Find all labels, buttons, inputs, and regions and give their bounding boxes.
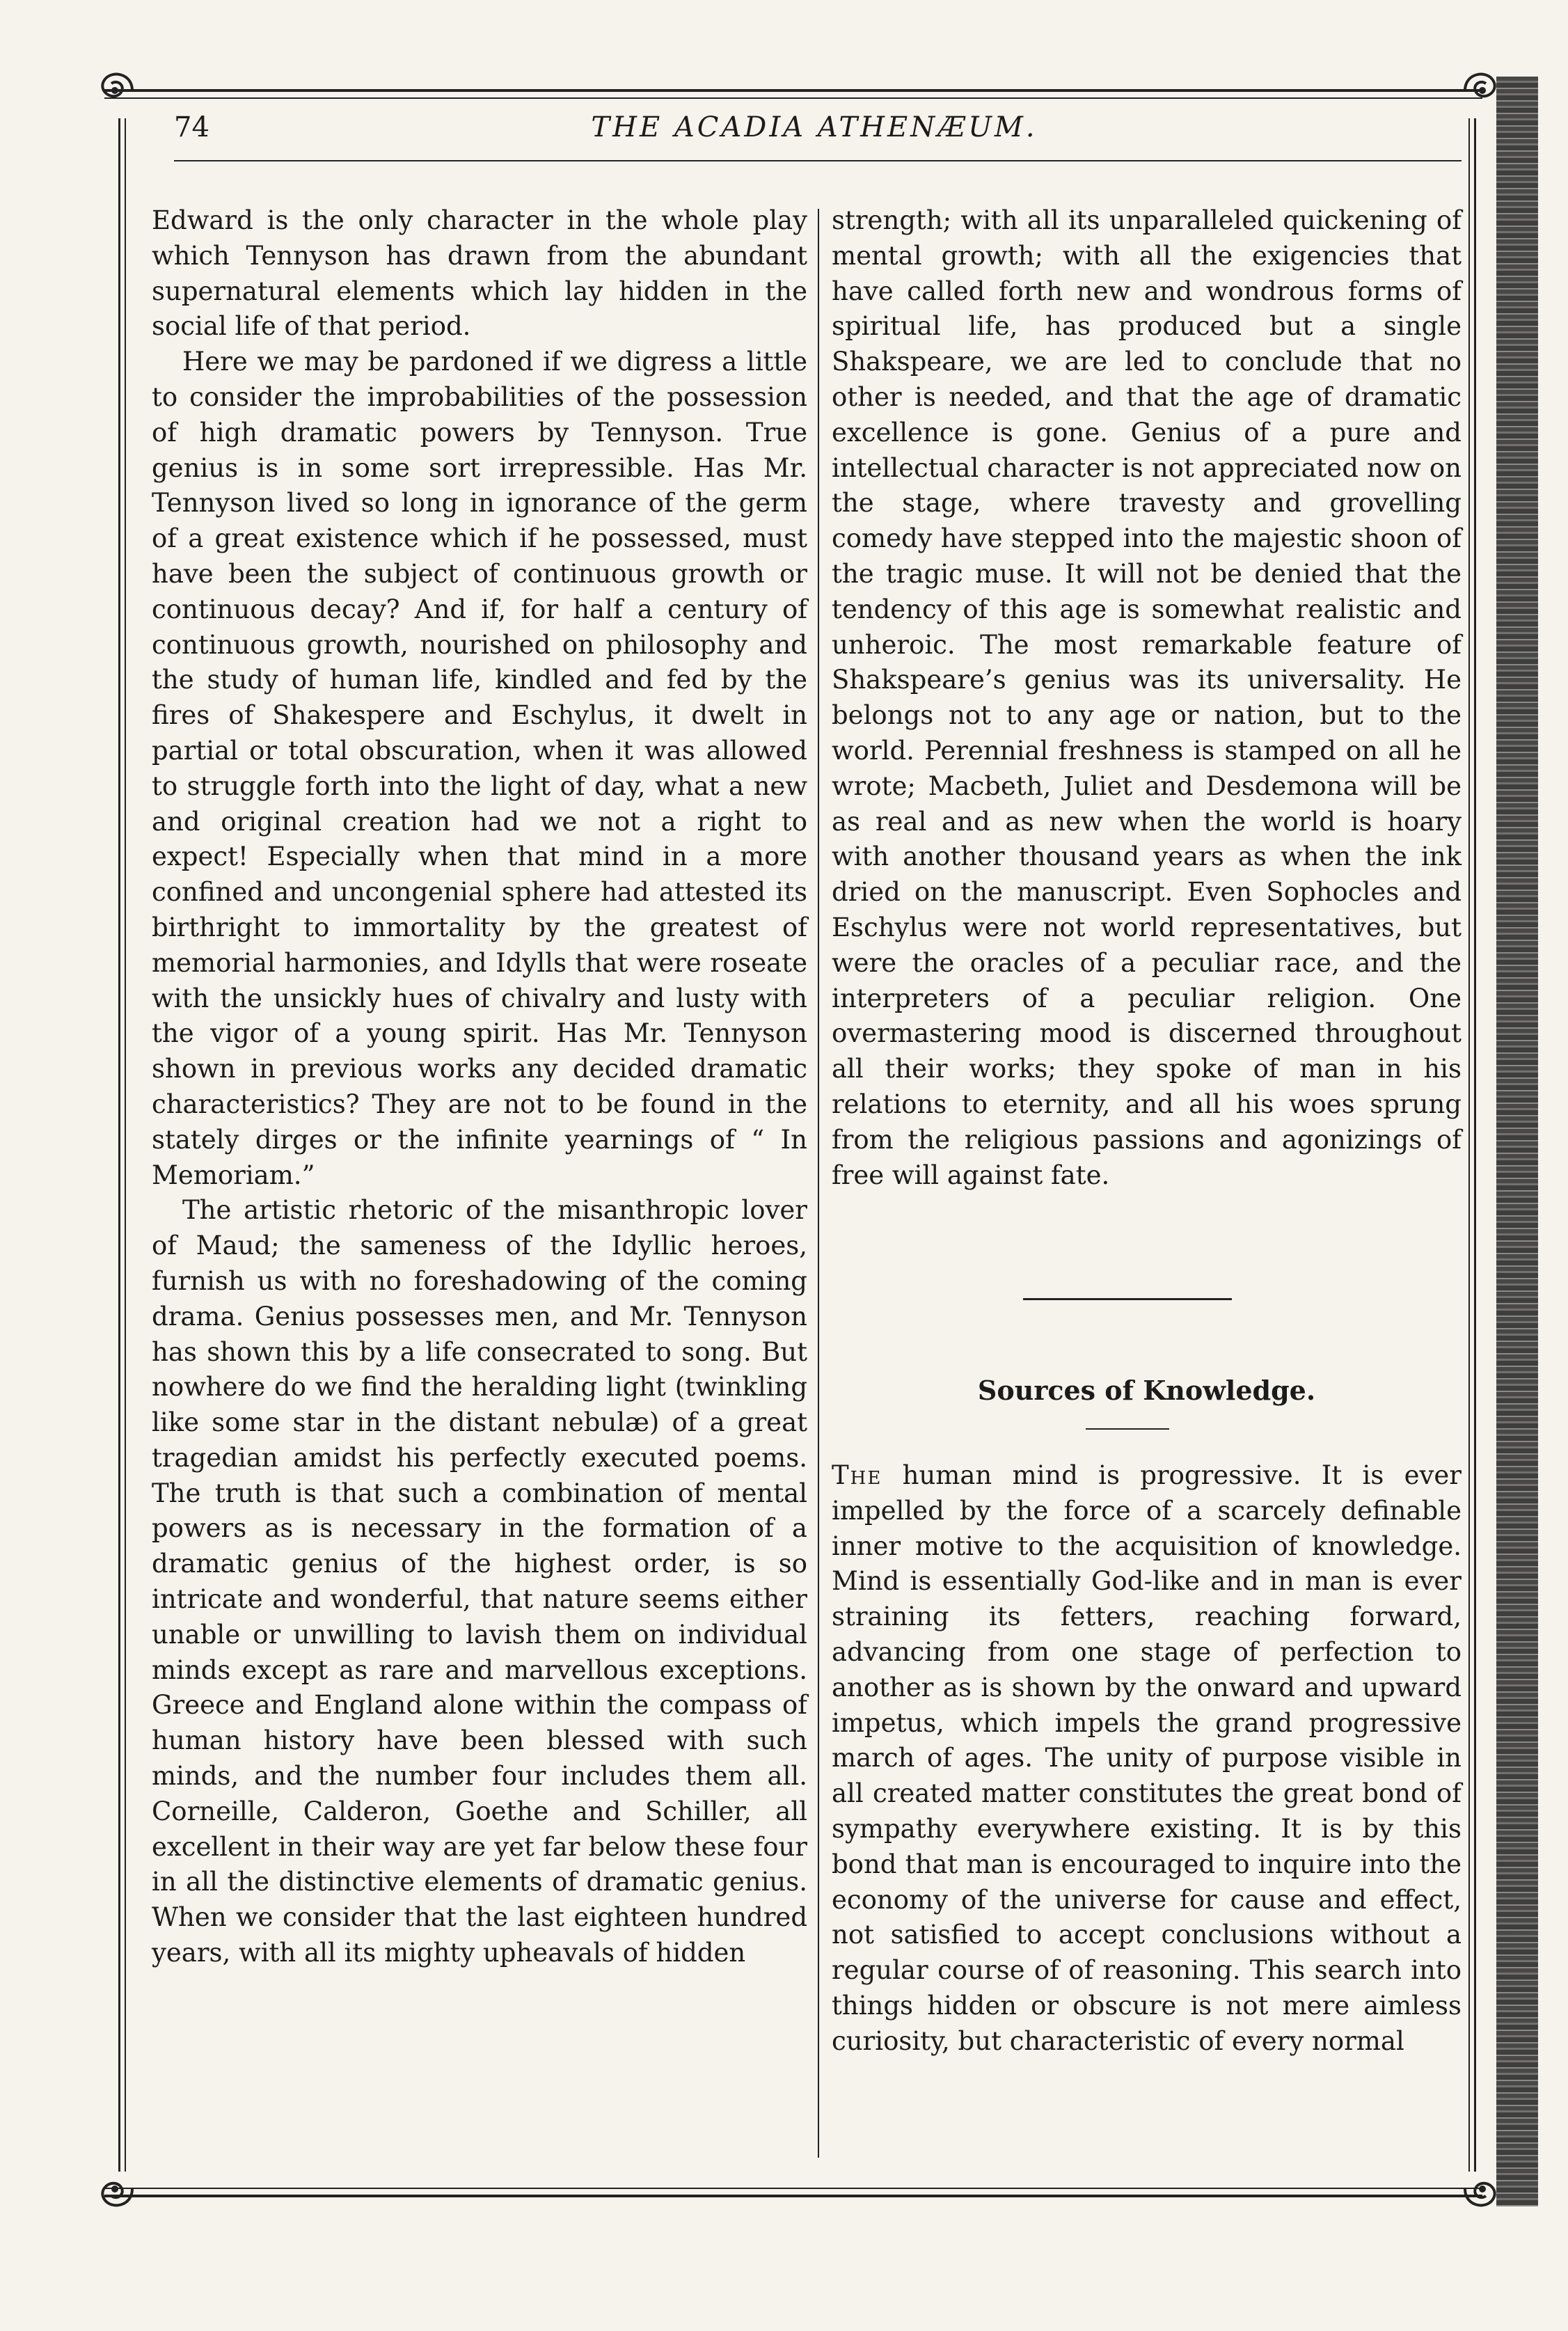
section-body-text: human mind is progressive. It is ever impelled by the force of a scarcely definable inner motive to the acquisition of knowledge. Mind is essentially God-like and in man is ever straining its fetters, reaching forward, advancing from one stage of perfection to another as is shown by the onward and upward impetus, which impels the grand progressive march of ages. The unity of purpose visible in all created matter constitutes the great bond of sympathy everywhere existing. It is by this bond that man is encouraged to inquire into the economy of the universe for cause and effect, not satisfied to accept conclusions without a regular course of of reasoning. This search into things hidden or obscure is not mere aimless curiosity, but characteristic of every normal: [832, 1460, 1462, 2056]
corner-scroll-ornament-icon: [1451, 59, 1514, 122]
section-first-word: The: [832, 1460, 882, 1490]
article-paragraph: Edward is the only character in the whole play which Tennyson has drawn from the abundant supernatural elements which lay hidden in the social life of that period.: [152, 205, 807, 342]
article-continuation: strength; with all its unparalleled quickening of mental growth; with all the exigencies that have called forth new and wondrous forms of spiritual life, has produced but a single Shakspeare, we are led to conclude that no other is needed, and that the age of dramatic excellence is gone. Genius of a pure and intellectual character is not appreciated now on the stage, where travesty and grovelling comedy have stepped into the majestic shoon of the tragic muse. It will not be denied that the tendency of this age is somewhat realistic and unheroic. The most remarkable feature of Shakspeare’s genius was its universality. He belongs not to any age or nation, but to the world. Perennial freshness is stamped on all he wrote; Macbeth, Juliet and Desdemona will be as real and as new when the world is hoary with another thousand years as when the ink dried on the manuscript. Even Sophocles and Eschylus were not world representatives, but were the oracles of a peculiar race, and the interpreters of a peculiar religion. One overmastering mood is discerned throughout all their works; they spoke of man in his relations to eternity, and all his woes sprung from the religious passions and agonizings of free will against fate.: [832, 205, 1462, 1190]
page-number: 74: [174, 111, 209, 143]
section-separator-rule: [1023, 1298, 1232, 1300]
frame-top-rule: [104, 89, 1482, 99]
right-column: [832, 203, 1462, 1193]
column-divider: [818, 209, 819, 2158]
section-body: [832, 1458, 1462, 2060]
frame-bottom-rule: [104, 2188, 1482, 2197]
corner-scroll-ornament-icon: [84, 2158, 146, 2220]
running-title: THE ACADIA ATHENÆUM.: [591, 111, 1038, 143]
article-paragraph: The artistic rhetoric of the misanthropic lover of Maud; the sameness of the Idyllic heroes, furnish us with no foreshadowing of the coming drama. Genius possesses men, and Mr. Tennyson has shown this by a life consecrated to song. But nowhere do we find the heralding light (twinkling like some star in the distant nebulæ) of a great tragedian amidst his perfectly executed poems. The truth is that such a combination of mental powers as is necessary in the formation of a dramatic genius of the highest order, is so intricate and wonderful, that nature seems either unable or unwilling to lavish them on individual minds except as rare and marvellous exceptions. Greece and England alone within the compass of human history have been blessed with such minds, and the number four includes them all. Corneille, Calderon, Goethe and Schiller, all excellent in their way are yet far below these four in all the distinctive elements of dramatic genius. When we consider that the last eighteen hundred years, with all its mighty upheavals of hidden: [152, 1195, 807, 1968]
binding-spine-edge: [1496, 77, 1538, 2206]
frame-right-rule: [1468, 118, 1476, 2172]
section-paragraph: [832, 1458, 1462, 2060]
corner-scroll-ornament-icon: [1451, 2158, 1514, 2220]
header-rule: [174, 160, 1462, 161]
left-column: [152, 203, 807, 1971]
article-paragraph: Here we may be pardoned if we digress a little to consider the improbabilities of the possession of high dramatic powers by Tennyson. True genius is in some sort irrepressible. Has Mr. Tennyson lived so long in ignorance of the germ of a great existence which if he possessed, must have been the subject of continuous growth or continuous decay? And if, for half a century of continuous growth, nourished on philosophy and the study of human life, kindled and fed by the fires of Shakespere and Eschylus, it dwelt in partial or total obscuration, when it was allowed to struggle forth into the light of day, what a new and original creation had we not a right to expect! Especially when that mind in a more confined and uncongenial sphere had attested its birthright to immortality by the greatest of memorial harmonies, and Idylls that were roseate with the unsickly hues of chivalry and lusty with the vigor of a young spirit. Has Mr. Tennyson shown in previous works any decided dramatic characteristics? They are not to be found in the stately dirges or the infinite yearnings of “ In Memoriam.”: [152, 347, 807, 1190]
heading-underline-rule: [1086, 1428, 1169, 1430]
corner-scroll-ornament-icon: [84, 59, 146, 122]
section-heading: Sources of Knowledge.: [977, 1375, 1316, 1406]
frame-left-rule: [118, 118, 126, 2172]
